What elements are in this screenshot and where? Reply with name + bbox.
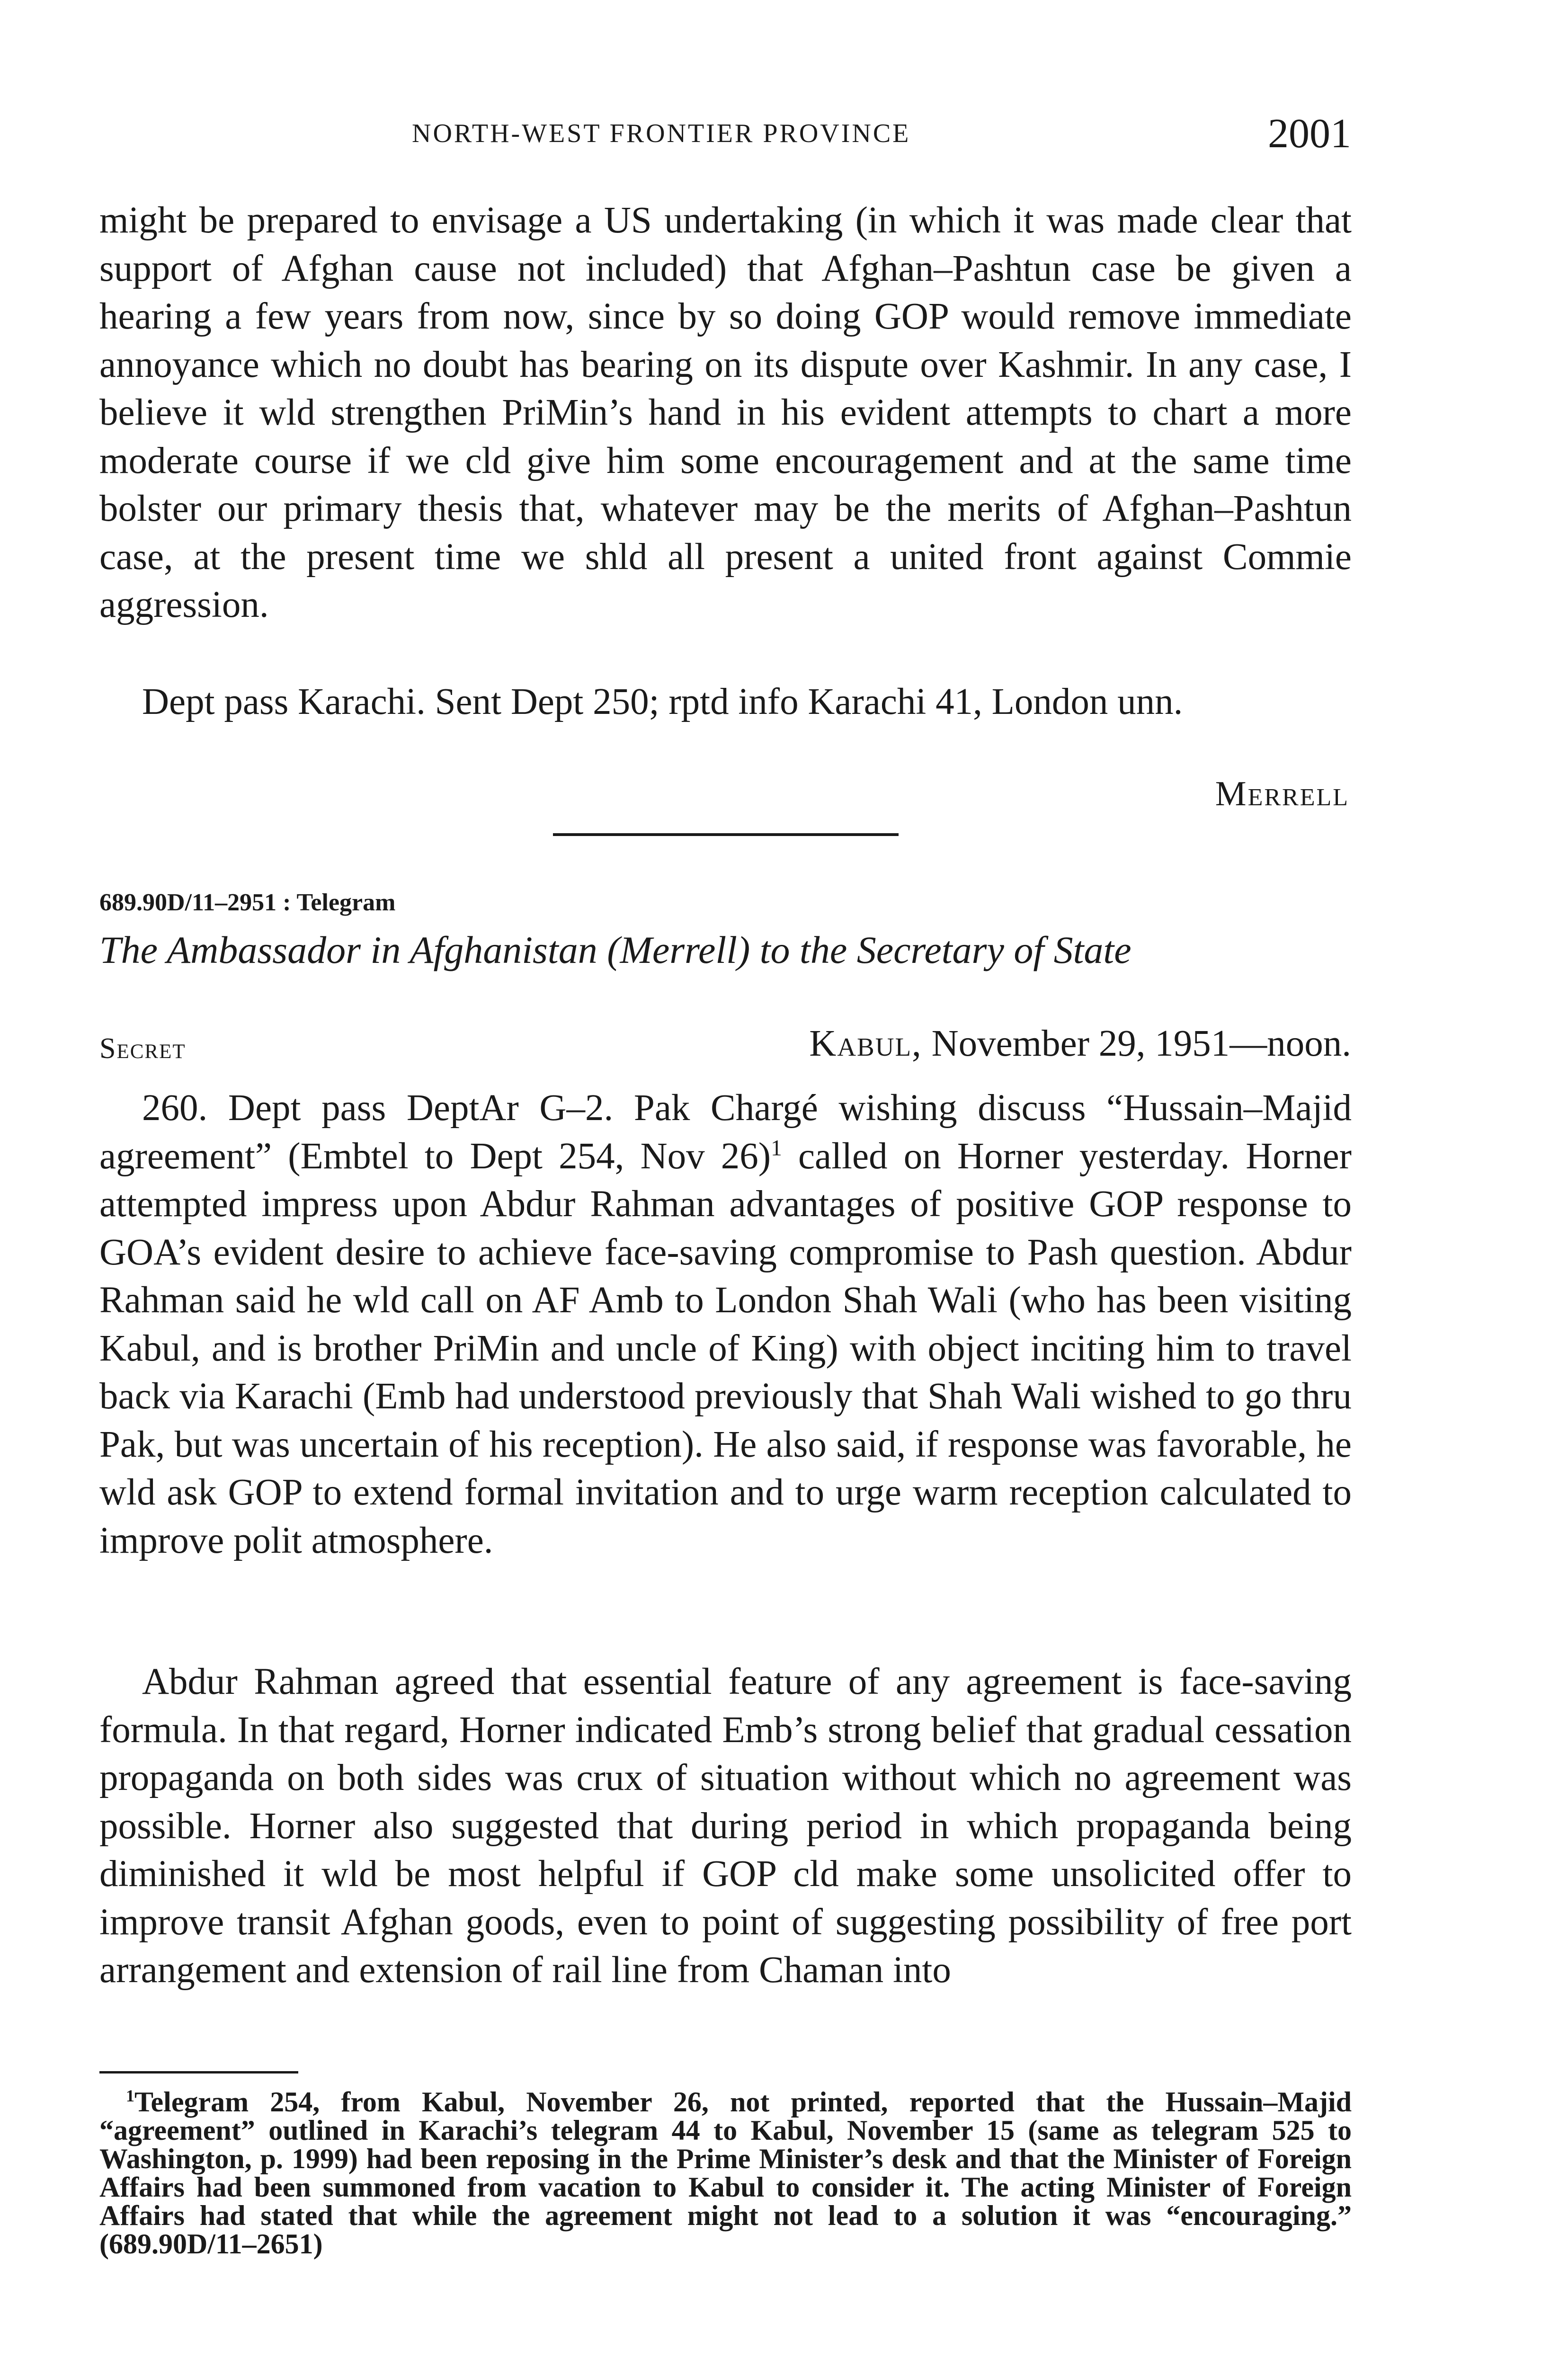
page-number: 2001 xyxy=(1268,111,1351,157)
classification-label: Secret xyxy=(99,1032,186,1065)
dateline-place: Kabul, xyxy=(809,1023,922,1064)
distribution-paragraph: Dept pass Karachi. Sent Dept 250; rptd info Karachi 41, London unn. xyxy=(142,681,1183,722)
file-reference: 689.90D/11–2951 : Telegram xyxy=(99,889,396,916)
footnote-marker: 1 xyxy=(126,2086,134,2105)
document-title: The Ambassador in Afghanistan (Merrell) to the Secretary of State xyxy=(99,928,1131,971)
signature: Merrell xyxy=(1215,774,1349,813)
paragraph-text-after-note: called on Horner yesterday. Horner attempted impress upon Abdur Rahman advantages of positive GOP response to GOA’s evident desire to achieve face-saving compromise to Pash question. Abdur Rahman said he wld call on AF Amb to London Shah Wali (who has been visiting Kabul, and is brother PriMin and uncle of King) with object inciting him to travel back via Karachi (Emb had understood previously that Shah Wali wished to go thru Pak, but was uncertain of his reception). He also said, if response was favorable, he wld ask GOP to extend formal invitation and to urge warm reception calculated to improve polit atmosphere. xyxy=(99,1135,1352,1561)
continued-paragraph: might be prepared to envisage a US undertaking (in which it was made clear that support of Afghan cause not included) that Afghan–Pashtun case be given a hearing a few years from now, since by so doing GOP would remove immediate annoyance which no doubt has bearing on its dispute over Kashmir. In any case, I believe it wld strengthen PriMin’s hand in his evident attempts to chart a more moderate course if we cld give him some encouragement and at the same time bolster our primary thesis that, whatever may be the merits of Afghan–Pashtun case, at the present time we shld all present a united front against Commie aggression. xyxy=(99,200,1352,625)
footnote-divider xyxy=(99,2071,298,2073)
paragraph-text-before-note: 260. Dept pass DeptAr G–2. Pak Chargé wishing discuss “Hussain–Majid agreement” (Embtel to Dept 254, Nov 26) xyxy=(99,1087,1352,1177)
section-divider xyxy=(553,833,899,836)
telegram-paragraph-1 xyxy=(99,1084,1352,1565)
running-head: NORTH-WEST FRONTIER PROVINCE xyxy=(412,119,911,148)
dateline-date: November 29, 1951—noon. xyxy=(922,1023,1351,1064)
dateline xyxy=(809,1023,1351,1065)
footnote-reference: 1 xyxy=(771,1136,782,1161)
footnote xyxy=(99,2088,1352,2258)
footnote-text: Telegram 254, from Kabul, November 26, not printed, reported that the Hussain–Majid “agreement” outlined in Karachi’s telegram 44 to Kabul, November 15 (same as telegram 525 to Washington, p. 1999) had been reposing in the Prime Minister’s desk and that the Minister of Foreign Affairs had been summoned from vacation to Kabul to consider it. The acting Minister of Foreign Affairs had stated that while the agreement might not lead to a solution it was “encouraging.” (689.90D/11–2651) xyxy=(99,2086,1352,2260)
telegram-paragraph-2: Abdur Rahman agreed that essential feature of any agreement is face-saving formula. In that regard, Horner indicated Emb’s strong belief that gradual cessation propaganda on both sides was crux of situation without which no agreement was possible. Horner also suggested that during period in which propaganda being diminished it wld be most helpful if GOP cld make some unsolicited offer to improve transit Afghan goods, even to point of suggesting possibility of free port arrangement and extension of rail line from Chaman into xyxy=(99,1661,1352,1991)
